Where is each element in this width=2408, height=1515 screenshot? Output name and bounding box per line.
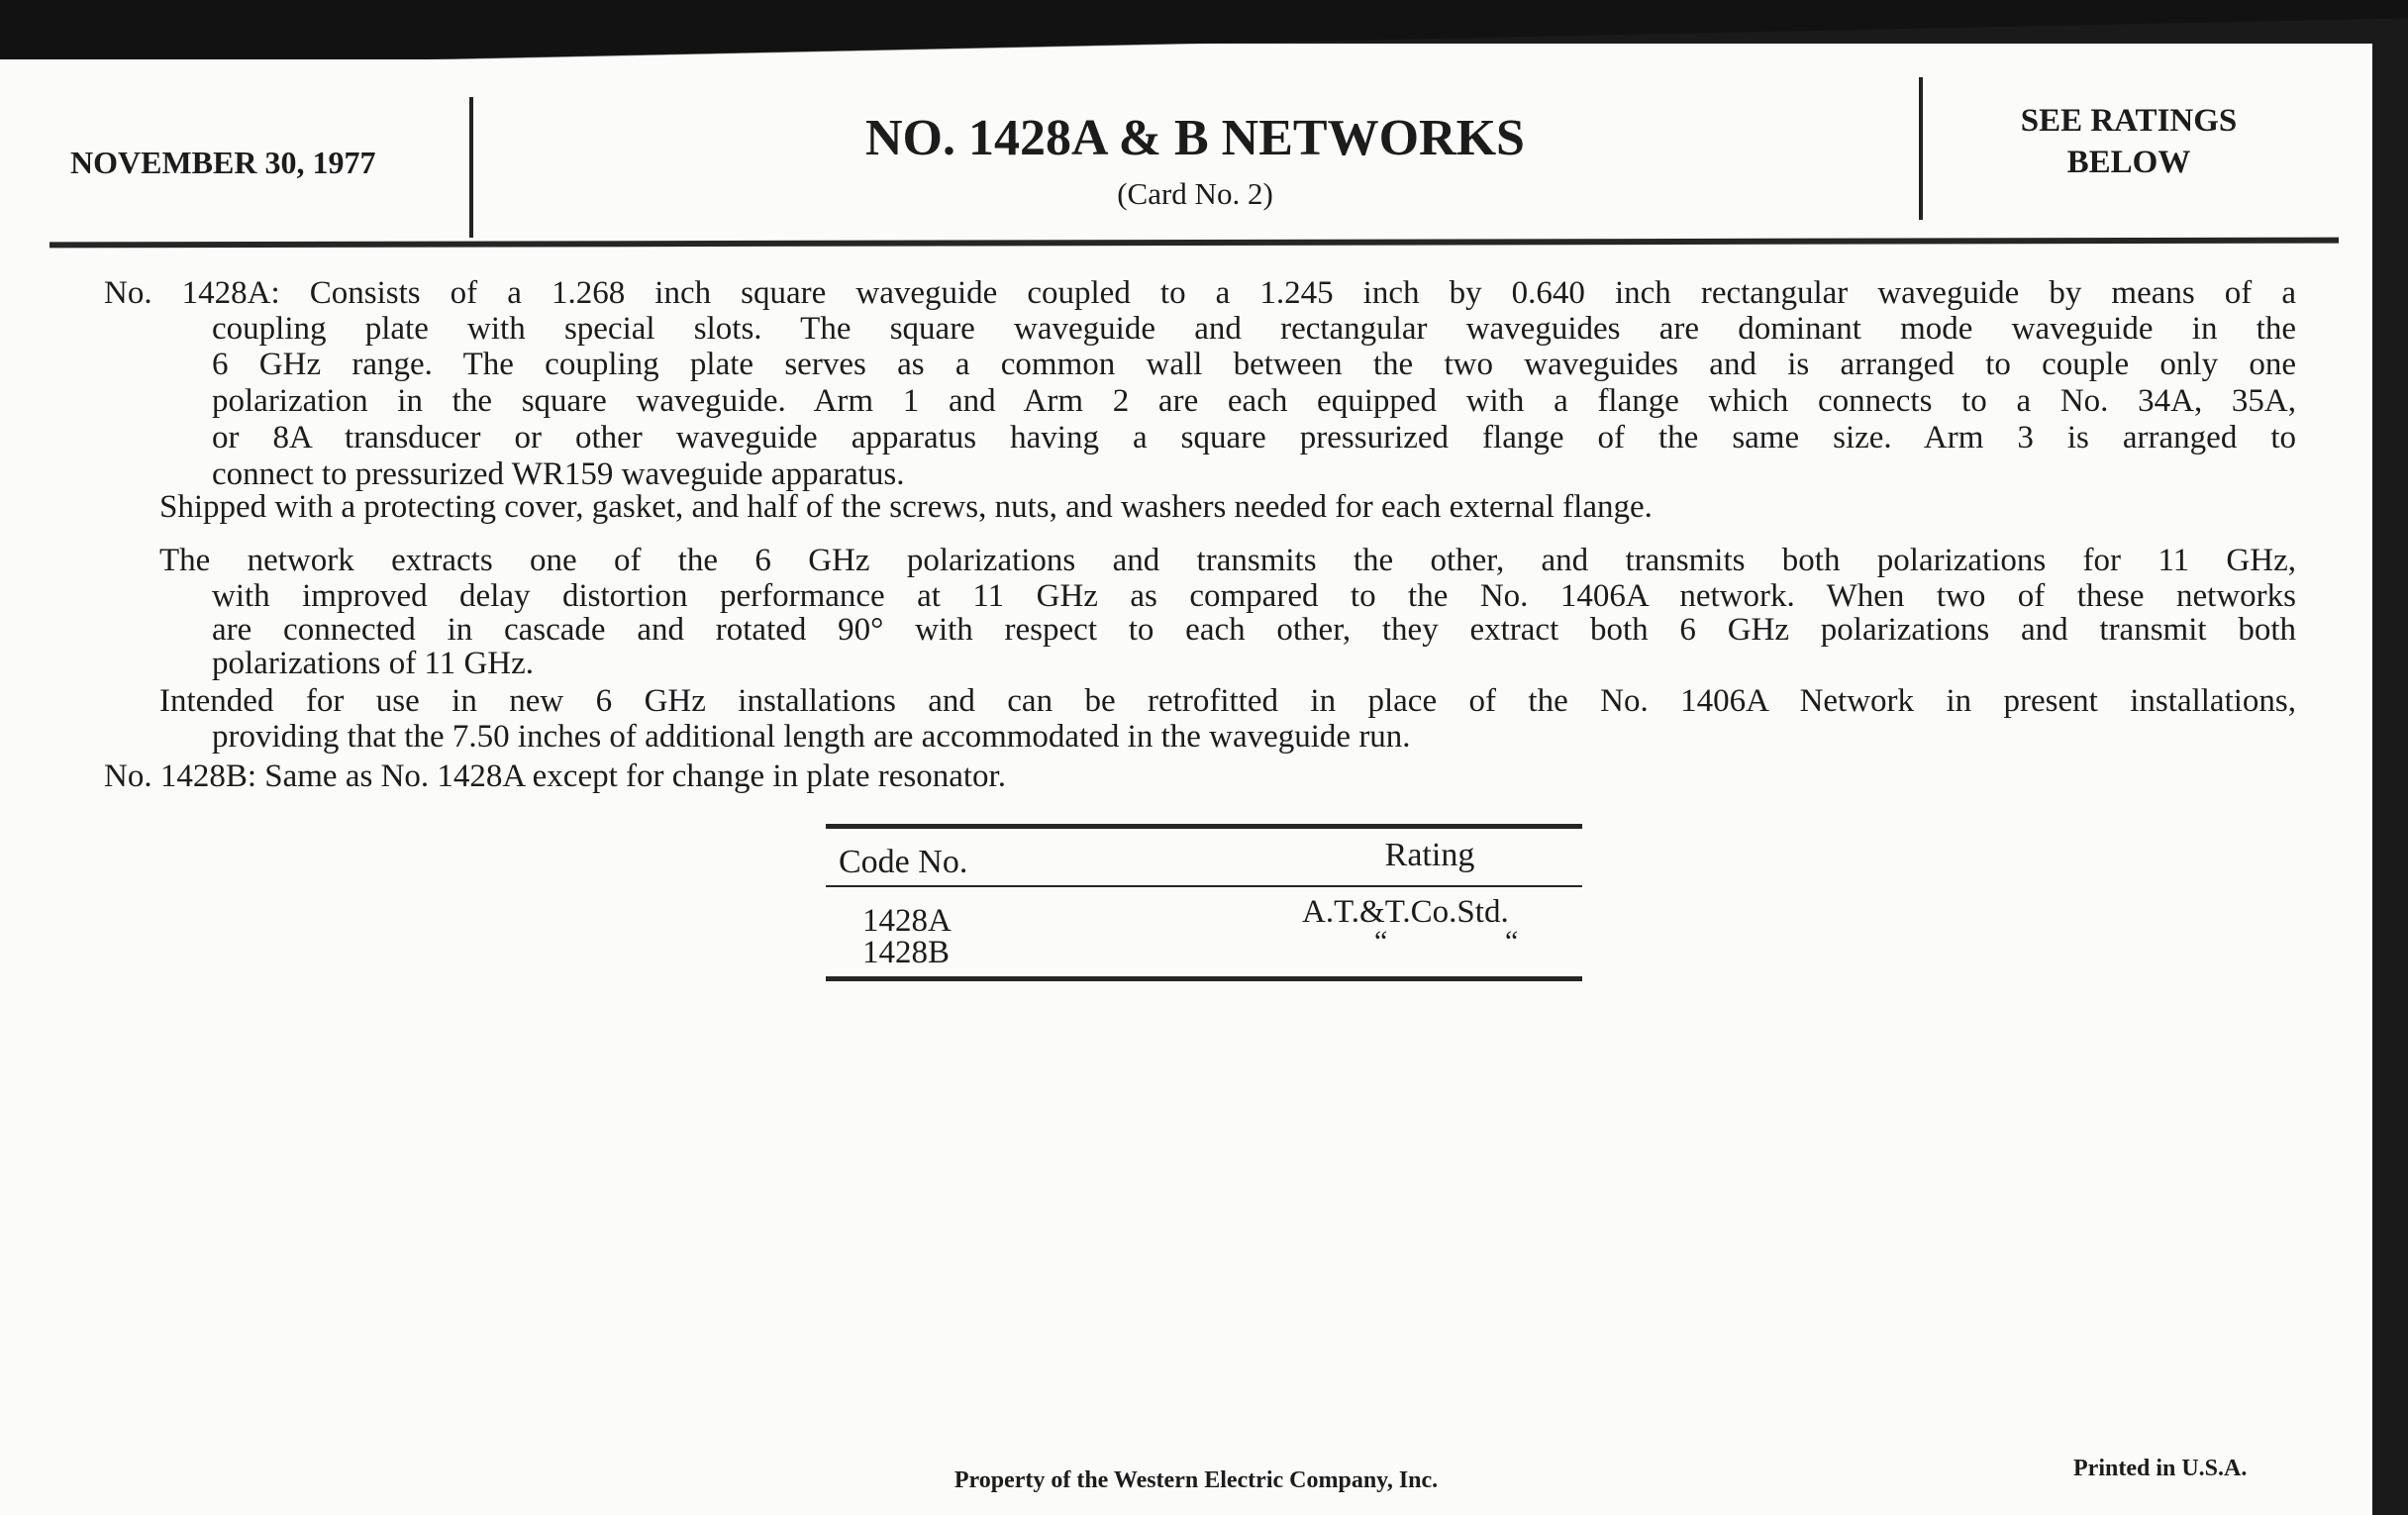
ditto-mark: “	[1505, 925, 1519, 958]
table-top-rule	[826, 824, 1582, 829]
rating-note-line2: BELOW	[2066, 145, 2191, 180]
body-line: are connected in cascade and rotated 90° with respect to each other, they extract both 6 GHz polarizations and transmit both	[212, 612, 2296, 648]
column-header-rating: Rating	[1384, 837, 1475, 873]
body-line: The network extracts one of the 6 GHz polarizations and transmits the other, and transmits both polarizations for 11 GHz,	[159, 543, 2296, 578]
rating-note-line1: SEE RATINGS	[2020, 103, 2238, 139]
printed-in: Printed in U.S.A.	[2073, 1456, 2248, 1481]
body-line: connect to pressurized WR159 waveguide apparatus.	[212, 456, 905, 492]
table-header-rule	[826, 885, 1582, 887]
body-line: Shipped with a protecting cover, gasket, and half of the screws, nuts, and washers needed for each external flange.	[159, 489, 1653, 525]
body-line: providing that the 7.50 inches of additional length are accommodated in the waveguide run.	[212, 719, 1411, 755]
body-line: coupling plate with special slots. The square waveguide and rectangular waveguides are dominant mode waveguide in the	[212, 311, 2296, 347]
body-line: polarizations of 11 GHz.	[212, 646, 535, 681]
code-cell: 1428B	[862, 935, 951, 970]
body-line: 6 GHz range. The coupling plate serves as a common wall between the two waveguides and is arranged to couple only one	[212, 347, 2296, 382]
table-bottom-rule	[826, 976, 1582, 981]
body-line: or 8A transducer or other waveguide apparatus having a square pressurized flange of the same size. Arm 3 is arranged to	[212, 420, 2296, 455]
column-header-code: Code No.	[839, 844, 968, 880]
body-line: Intended for use in new 6 GHz installations and can be retrofitted in place of the No. 1406A Network in present installations,	[159, 683, 2296, 719]
header-divider-right	[1919, 77, 1923, 220]
page-title: NO. 1428A & B NETWORKS	[865, 110, 1525, 166]
body-line: No. 1428A: Consists of a 1.268 inch square waveguide coupled to a 1.245 inch by 0.640 inch rectangular waveguide by means of a	[104, 275, 2296, 311]
date: NOVEMBER 30, 1977	[70, 145, 376, 180]
body-line: polarization in the square waveguide. Arm 1 and Arm 2 are each equipped with a flange which connects to a No. 34A, 35A,	[212, 383, 2296, 419]
property-notice: Property of the Western Electric Company, Inc.	[953, 1467, 1439, 1493]
body-line: with improved delay distortion performance at 11 GHz as compared to the No. 1406A network. When two of these networks	[212, 578, 2296, 614]
body-line: No. 1428B: Same as No. 1428A except for change in plate resonator.	[104, 758, 1006, 794]
ditto-mark: “	[1374, 925, 1388, 958]
code-cell: 1428A	[862, 903, 952, 939]
rating-cell: A.T.&T.Co.Std.	[1302, 894, 1509, 930]
card-number: (Card No. 2)	[1117, 176, 1273, 211]
scan-border	[0, 0, 2408, 59]
